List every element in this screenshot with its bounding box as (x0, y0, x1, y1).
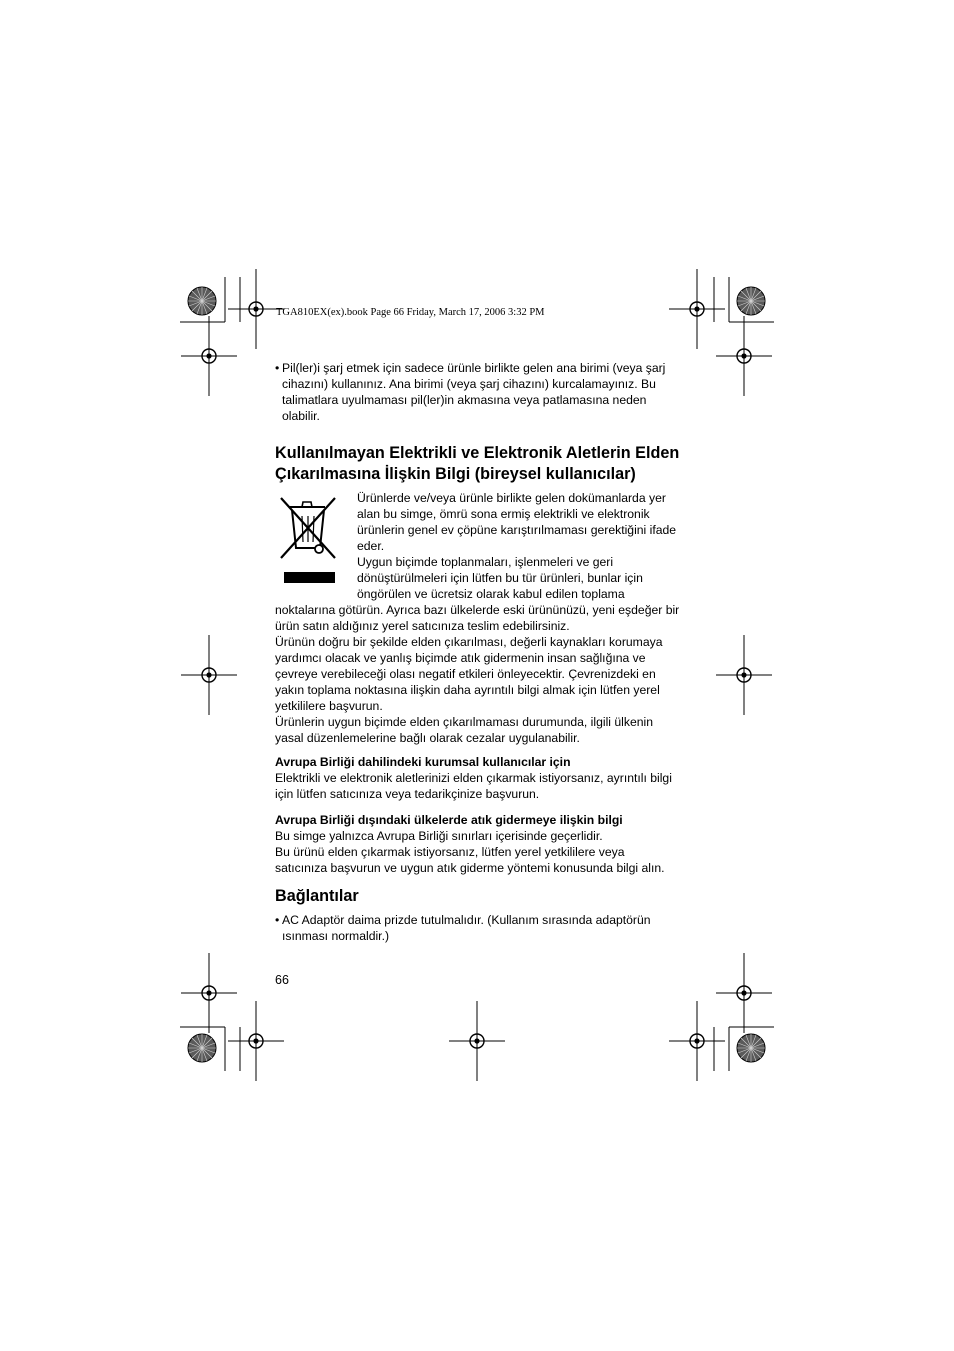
eu-business-heading: Avrupa Birliği dahilindeki kurumsal kullanıcılar için (275, 755, 571, 769)
disposal-heading-line1: Kullanılmayan Elektrikli ve Elektronik Aletlerin Elden (275, 444, 680, 462)
weee-block (275, 490, 680, 746)
crosshair-mark (669, 1001, 725, 1081)
intro-line: alan bu simge, ömrü sona ermiş elektrikli ve elektronik (357, 507, 650, 521)
intro-line: öngörülen ve ücretsiz olarak kabul edilen toplama (357, 587, 625, 601)
crossed-out-wheelie-bin-icon (275, 492, 341, 584)
outside-eu-text-2: Bu ürünü elden çıkarmak istiyorsanız, lütfen yerel yetkililere veya satıcınıza başvurun ve uygun atık giderme yöntemi konusunda bilgi alın. (275, 845, 665, 875)
battery-note-text: Pil(ler)i şarj etmek için sadece ürünle birlikte gelen ana birimi (veya şarj cihazını) kullanınız. Ana birimi (veya şarj cihazını) kurcalamayınız. Bu talimatlara uyulmaması pil(ler)in akmasına veya patlamasına neden olabilir. (282, 361, 666, 423)
starburst-mark (188, 287, 216, 315)
crosshair-mark (716, 635, 772, 715)
bullet-dot: • (275, 361, 280, 375)
intro-line: Uygun biçimde toplanmaları, işlenmeleri ve geri (357, 555, 614, 569)
eu-business-text: Elektrikli ve elektronik aletlerinizi elden çıkarmak istiyorsanız, ayrıntılı bilgi için lütfen satıcınıza veya tedarikçinize başvurun. (275, 771, 672, 801)
disposal-intro-continued: noktalarına götürün. Ayrıca bazı ülkelerde eski ürününüzü, yeni eşdeğer bir ürün satın aldığınız yerel satıcınıza teslim edebilirsiniz. (275, 603, 680, 633)
outside-eu-text-1: Bu simge yalnızca Avrupa Birliği sınırları içerisinde geçerlidir. (275, 829, 603, 843)
battery-note (275, 360, 680, 424)
crosshair-mark (181, 953, 237, 1033)
intro-line: eder. (357, 539, 385, 553)
page-number: 66 (275, 973, 289, 987)
crosshair-mark (716, 316, 772, 396)
disposal-paragraph-2: Ürünün doğru bir şekilde elden çıkarılması, değerli kaynakları korumaya yardımcı olacak ve yanlış biçimde atık gidermenin insan sağlığına ve çevreye verebileceği olası negatif etkileri önleyecektir. Çevrenizdeki en yakın toplama noktasına ilişkin daha ayrıntılı bilgi almak için lütfen yerel yetkililere başvurun. (275, 635, 663, 713)
crosshair-mark (716, 953, 772, 1033)
starburst-mark (737, 287, 765, 315)
crosshair-mark (449, 1001, 505, 1081)
intro-line: ürünlerin genel ev çöpüne karıştırılmaması gerektiğini ifade (357, 523, 677, 537)
crosshair-mark (228, 1001, 284, 1081)
page-content (275, 360, 680, 944)
starburst-mark (737, 1034, 765, 1062)
outside-eu-heading: Avrupa Birliği dışındaki ülkelerde atık gidermeye ilişkin bilgi (275, 813, 623, 827)
connections-note-text: AC Adaptör daima prizde tutulmalıdır. (Kullanım sırasında adaptörün ısınması normaldir.) (282, 913, 651, 943)
book-file-info: TGA810EX(ex).book Page 66 Friday, March 17, 2006 3:32 PM (276, 307, 545, 318)
disposal-paragraph-3: Ürünlerin uygun biçimde elden çıkarılmaması durumunda, ilgili ülkenin yasal düzenlemelerine bağlı olarak cezalar uygulanabilir. (275, 715, 653, 745)
crosshair-mark (181, 316, 237, 396)
crosshair-mark (181, 635, 237, 715)
intro-line: dönüştürülmeleri için lütfen bu tür ürünleri, bunlar için (357, 571, 643, 585)
crosshair-mark (669, 269, 725, 349)
disposal-heading-line2: Çıkarılmasına İlişkin Bilgi (bireysel kullanıcılar) (275, 465, 636, 483)
connections-note (275, 912, 680, 944)
disposal-heading (275, 443, 680, 485)
intro-line: Ürünlerde ve/veya ürünle birlikte gelen dokümanlarda yer (357, 491, 666, 505)
connections-heading: Bağlantılar (275, 887, 359, 905)
starburst-mark (188, 1034, 216, 1062)
bullet-dot: • (275, 913, 280, 927)
